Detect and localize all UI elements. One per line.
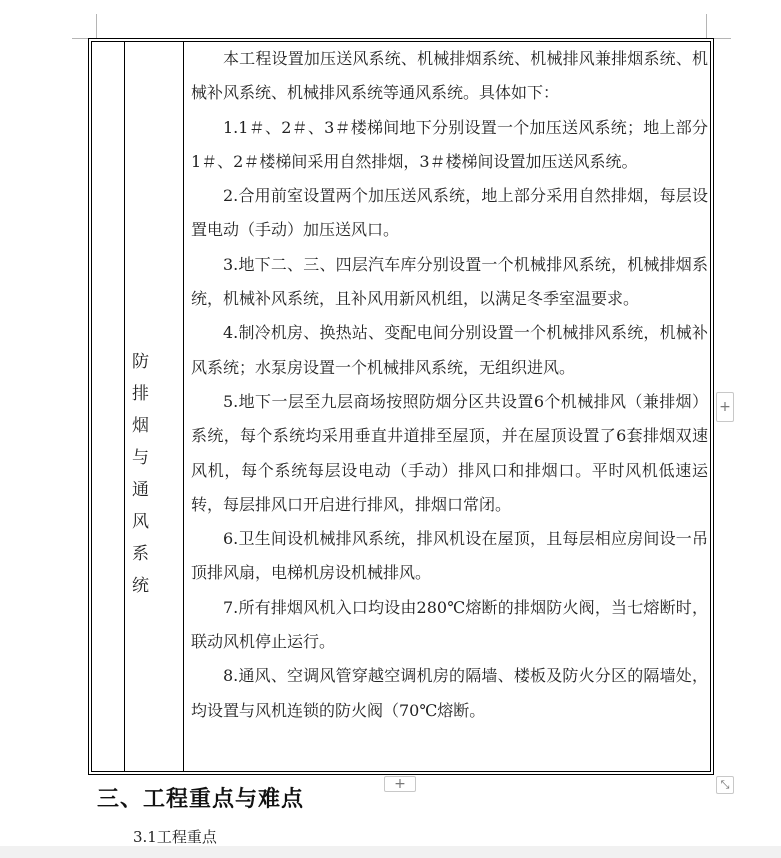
section-heading: 三、工程重点与难点 [97,787,305,812]
content-paragraph-4: 4.制冷机房、换热站、变配电间分别设置一个机械排风系统，机械补风系统；水泵房设置一个机械排风系统，无组织进风。 [191,323,708,377]
content-paragraph-6: 6.卫生间设机械排风系统，排风机设在屋顶，且每层相应房间设一吊顶排风扇，电梯机房设机械排风。 [191,529,708,583]
table-resize-handle-icon[interactable]: ⤡ [716,776,734,794]
table-column-divider-1 [124,41,125,772]
content-paragraph-2: 2.合用前室设置两个加压送风系统，地上部分采用自然排烟，每层设置电动（手动）加压送风口。 [191,186,708,240]
page-bottom-strip [0,846,781,858]
margin-mark-right-vertical [706,14,707,38]
content-paragraph-1: 1.1＃、2＃、3＃楼梯间地下分别设置一个加压送风系统；地上部分1＃、2＃楼梯间采用自然排烟，3＃楼梯间设置加压送风系统。 [191,117,708,171]
content-cell [191,42,708,728]
content-paragraph-intro: 本工程设置加压送风系统、机械排烟系统、机械排风兼排烟系统、机械补风系统、机械排风系统等通风系统。具体如下： [191,49,708,103]
content-paragraph-5: 5.地下一层至九层商场按照防烟分区共设置6个机械排风（兼排烟）系统，每个系统均采用垂直井道排至屋顶，并在屋顶设置了6套排烟双速风机，每个系统每层设电动（手动）排风口和排烟口。平时风机低速运转，每层排风口开启进行排风，排烟口常闭。 [191,391,708,514]
margin-mark-left-vertical [96,14,97,38]
category-cell: 防排烟与通风系统 [132,352,155,596]
add-row-button[interactable]: + [384,776,416,792]
content-paragraph-8: 8.通风、空调风管穿越空调机房的隔墙、楼板及防火分区的隔墙处，均设置与风机连锁的防火阀（70℃熔断。 [191,666,708,720]
content-paragraph-7: 7.所有排烟风机入口均设由280℃熔断的排烟防火阀，当七熔断时，联动风机停止运行。 [191,597,708,652]
content-paragraph-3: 3.地下二、三、四层汽车库分别设置一个机械排风系统，机械排烟系统，机械补风系统，且补风用新风机组，以满足冬季室温要求。 [191,254,708,309]
subsection-heading: 3.1工程重点 [133,828,217,846]
table-column-divider-2 [183,41,184,772]
add-column-button[interactable]: + [716,392,734,422]
